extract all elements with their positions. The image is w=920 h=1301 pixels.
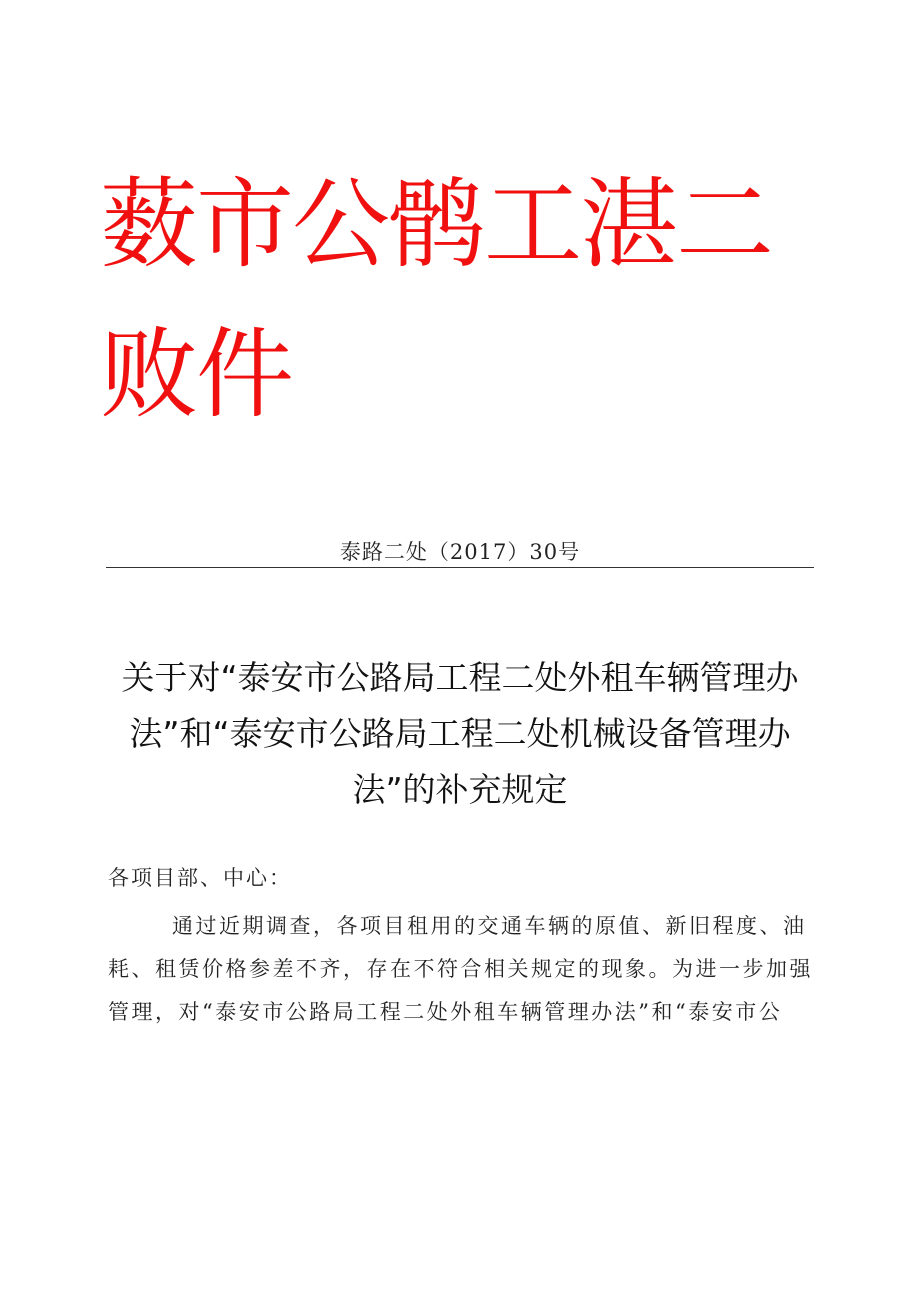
body-paragraph: [108, 905, 813, 1034]
document-header-title: 薮市公鹘工湛二败件: [100, 168, 773, 432]
document-title: [100, 650, 820, 818]
document-number: 泰路二处（2017）30号: [339, 540, 581, 564]
document-title-line: 关于对“泰安市公路局工程二处外租车辆管理办: [121, 658, 799, 697]
body-line: 耗、租赁价格参差不齐，存在不符合相关规定的现象。为进一步加强: [108, 957, 813, 981]
body-line: 通过近期调查，各项目租用的交通车辆的原值、新旧程度、油: [172, 914, 807, 938]
document-title-line: 法”和“泰安市公路局工程二处机械设备管理办: [129, 714, 791, 753]
header-divider-line: [106, 567, 814, 568]
salutation: 各项目部、中心：: [108, 866, 292, 890]
document-title-line: 法”的补充规定: [352, 770, 568, 809]
body-line: 管理，对“泰安市公路局工程二处外租车辆管理办法”和“泰安市公: [108, 1000, 783, 1024]
